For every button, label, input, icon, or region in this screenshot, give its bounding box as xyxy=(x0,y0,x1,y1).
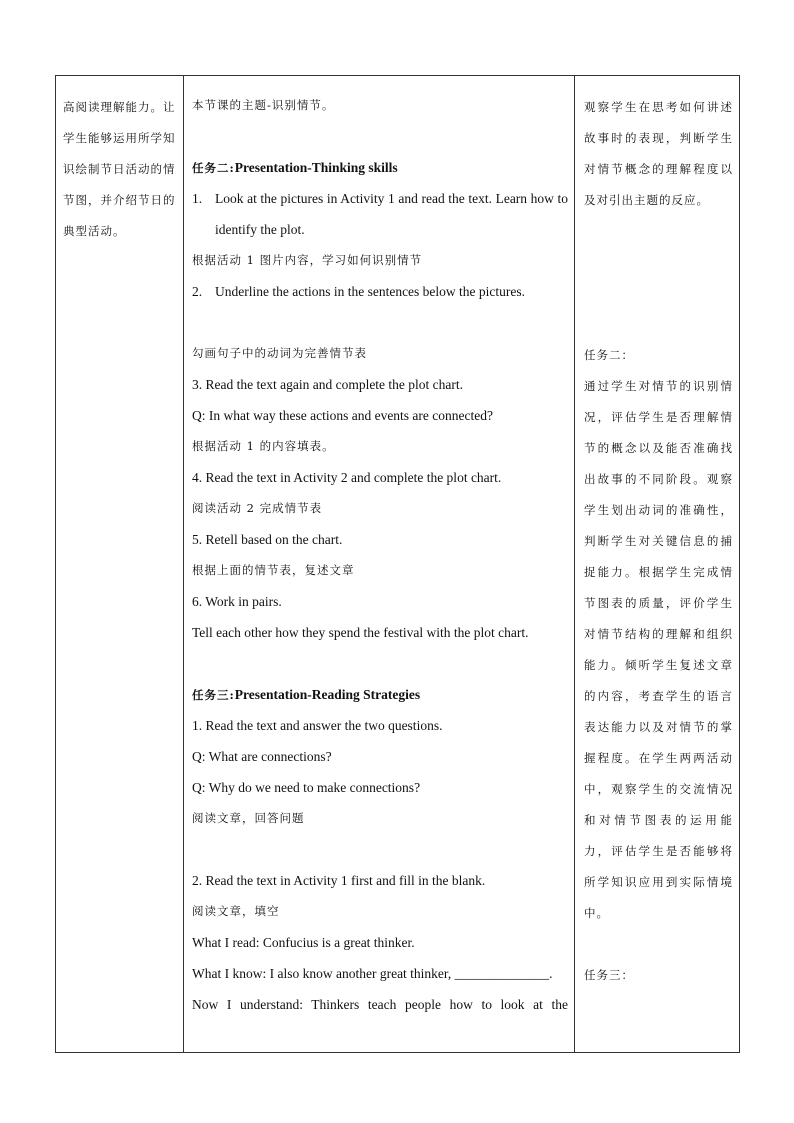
task2-item-4: 4. Read the text in Activity 2 and complete the plot chart. xyxy=(192,470,502,485)
assessment-text xyxy=(575,76,739,991)
task2-item-5-cn: 根据上面的情节表，复述文章 xyxy=(192,563,355,577)
task2-item-2-cn: 勾画句子中的动词为完善情节表 xyxy=(192,346,367,360)
task2-item-3-cn: 根据活动 1 的内容填表。 xyxy=(192,439,335,453)
assessment-task2-text: 通过学生对情节的识别情况，评估学生是否理解情节的概念以及能否准确找出故事的不同阶段。观察学生划出动词的准确性，判断学生对关键信息的捕捉能力。根据学生完成情节图表的质量，评价学生对情节结构的理解和组织能力。倾听学生复述文章的内容，考查学生的语言表达能力以及对情节的掌握程度。在学生两两活动中，观察学生的交流情况和对情节图表的运用能力，评估学生是否能够将所学知识应用到实际情境中。 xyxy=(584,379,733,920)
spacer xyxy=(192,121,568,152)
assessment-cell xyxy=(575,76,740,1053)
activities-cell xyxy=(184,76,575,1053)
task3-item-2-cn: 阅读文章，填空 xyxy=(192,904,280,918)
task3-item-2: 2. Read the text in Activity 1 first and fill in the blank. xyxy=(192,873,486,888)
spacer xyxy=(584,309,733,340)
spacer xyxy=(192,834,568,865)
task3-item-1-cn: 阅读文章，回答问题 xyxy=(192,811,305,825)
assessment-observe: 观察学生在思考如何讲述故事时的表现，判断学生对情节概念的理解程度以及对引出主题的反应。 xyxy=(584,100,733,207)
task3-title: 任务三:Presentation-Reading Strategies xyxy=(192,687,421,702)
task2-title: 任务二:Presentation-Thinking skills xyxy=(192,160,398,175)
spacer xyxy=(192,307,568,338)
spacer xyxy=(584,247,733,278)
task2-item-1-cn: 根据活动 1 图片内容，学习如何识别情节 xyxy=(192,253,423,267)
what-i-know: What I know: I also know another great thinker, ______________. xyxy=(192,966,553,981)
goals-text: 高阅读理解能力。让学生能够运用所学知识绘制节日活动的情节图，并介绍节日的典型活动。 xyxy=(63,100,176,238)
task2-item-6-detail: Tell each other how they spend the festival with the plot chart. xyxy=(192,625,529,640)
task3-item-1: 1. Read the text and answer the two questions. xyxy=(192,718,443,733)
task2-item-3: 3. Read the text again and complete the plot chart. xyxy=(192,377,464,392)
task3-question-2: Q: Why do we need to make connections? xyxy=(192,780,421,795)
goals-cell xyxy=(56,76,184,1053)
now-i-understand: Now I understand: Thinkers teach people how to look at the xyxy=(192,997,568,1012)
task2-item-4-cn: 阅读活动 2 完成情节表 xyxy=(192,501,323,515)
task3-question-1: Q: What are connections? xyxy=(192,749,332,764)
lesson-plan-table xyxy=(55,75,740,1053)
what-i-read: What I read: Confucius is a great thinker. xyxy=(192,935,415,950)
assessment-task3-label: 任务三： xyxy=(584,968,634,982)
spacer xyxy=(192,648,568,679)
task2-item-2: 2. Underline the actions in the sentences below the pictures. xyxy=(192,284,526,299)
intro-line: 本节课的主题-识别情节。 xyxy=(192,98,335,112)
task2-item-6: 6. Work in pairs. xyxy=(192,594,282,609)
task2-item-3-question: Q: In what way these actions and events are connected? xyxy=(192,408,494,423)
table-row xyxy=(56,76,740,1053)
task2-item-1: 1. Look at the pictures in Activity 1 and read the text. Learn how to identify the plot. xyxy=(192,191,568,237)
assessment-task2-label: 任务二： xyxy=(584,348,634,362)
spacer xyxy=(584,216,733,247)
task2-item-5: 5. Retell based on the chart. xyxy=(192,532,343,547)
spacer xyxy=(584,929,733,960)
spacer xyxy=(584,278,733,309)
